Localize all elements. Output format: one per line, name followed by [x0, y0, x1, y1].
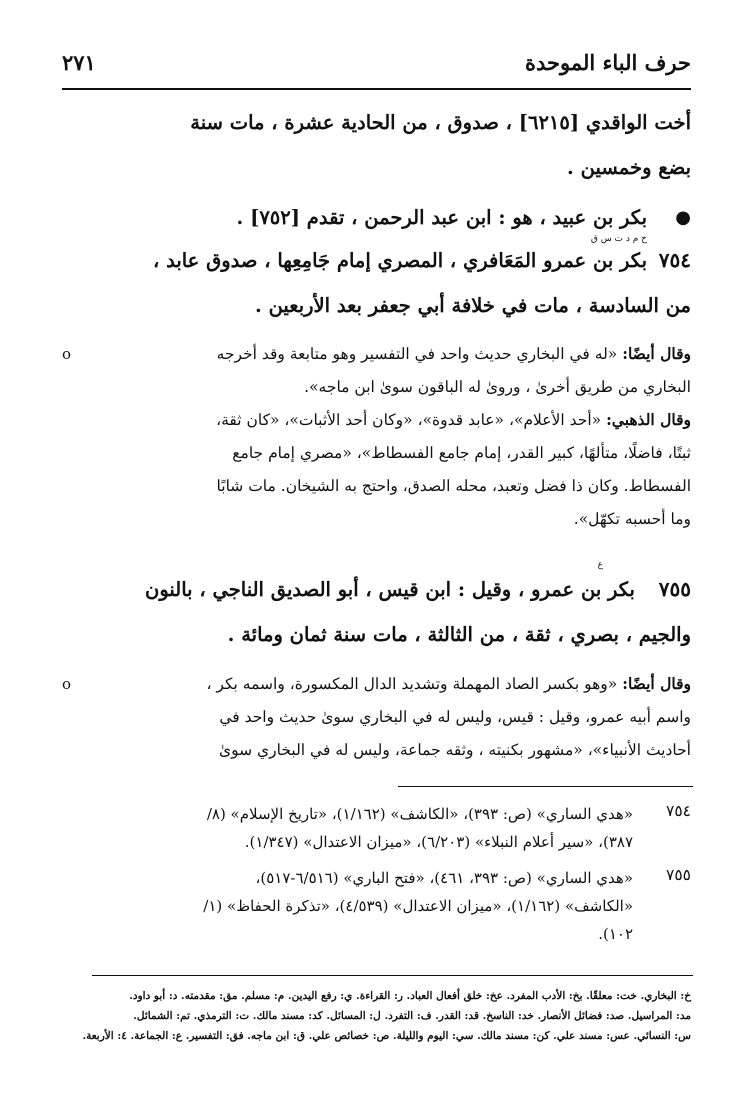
entry-heading: بكر بن عمرو ، وقيل : ابن قيس ، أبو الصديق الناجي ، بالنون [145, 578, 635, 601]
note-block [62, 403, 691, 536]
note-text: «له في البخاري حديث واحد في التفسير وهو متابعة وقد أخرجه [216, 345, 618, 363]
footnote-line: «الكاشف» (١/١٦٢)، «ميزان الاعتدال» (٤/٥٣٩)، «تذكرة الحفاظ» (١/ [203, 897, 633, 915]
entry-heading-cont: من السادسة ، مات في خلافة أبي جعفر بعد الأربعين . [255, 294, 691, 317]
footnote-divider [398, 786, 693, 787]
note-label: وقال الذهبي: [606, 410, 691, 429]
entry-heading: بكر بن عمرو المَعَافري ، المصري إمام جَامِعِها ، صدوق عابد ، [153, 249, 647, 272]
note-marker-icon: o [62, 675, 72, 693]
note-line: البخاري من طريق أخرىٰ ، وروىٰ له الباقون سوىٰ ابن ماجه». [304, 378, 691, 396]
note-line [62, 403, 691, 437]
note-text: «وهو بكسر الصاد المهملة وتشديد الدال المكسورة، واسمه بكر ، [206, 675, 618, 693]
note-label: وقال أيضًا: [622, 674, 691, 693]
text-line: أخت الواقدي [٦٢١٥] ، صدوق ، من الحادية عشرة ، مات سنة [190, 111, 691, 134]
entry-sigla: خ م د ت س ق [590, 234, 647, 244]
footnote-number: ٧٥٤ [666, 802, 691, 820]
abbreviations-line: س: النسائي. عس: مسند علي. كن: مسند مالك. سي: اليوم والليلة. ص: خصائص علي. ق: ابن ماجه. فق: التفسير. ع: الجماعة. ٤: الأربعة. [82, 1030, 691, 1042]
footnote-line: ٣٨٧)، «سير أعلام النبلاء» (٦/٢٠٣)، «ميزان الاعتدال» (١/٣٤٧). [244, 833, 633, 851]
footnote-line: ١٠٢). [598, 925, 633, 943]
note-line: واسم أبيه عمرو، وقيل : قيس، وليس له في البخاري سوىٰ حديث واحد في [219, 708, 691, 726]
note-label: وقال أيضًا: [622, 344, 691, 363]
note-marker-icon: o [62, 345, 72, 363]
bullet-icon: ● [675, 207, 691, 228]
abbreviations-key [82, 986, 691, 1046]
footnote-line: «هدي الساري» (ص: ٣٩٣، ٤٦١)، «فتح الباري» (٦/٥١٦-٥١٧)، [255, 869, 633, 887]
note-line: الفسطاط. وكان ذا فضل وتعبد، محله الصدق، واحتج به الشيخان. مات شابًا [216, 477, 691, 495]
entry-sigla: ع [597, 560, 603, 570]
footnote-number: ٧٥٥ [666, 866, 691, 884]
abbreviations-line: خ: البخاري. خت: معلقًا. بخ: الأدب المفرد. عخ: خلق أفعال العباد. ر: القراءة. ي: رفع اليدين. م: مسلم. مق: مقدمته. د: أبو داود. [129, 990, 691, 1002]
footnote [62, 800, 633, 856]
note-block [86, 337, 691, 404]
cross-reference: بكر بن عبيد ، هو : ابن عبد الرحمن ، تقدم [٧٥٢] . [236, 206, 647, 229]
page-title: حرف الباء الموحدة [524, 50, 691, 75]
note-line [86, 337, 691, 371]
entry-number: ٧٥٥ [658, 577, 691, 601]
note-line: أحاديث الأنبياء»، «مشهور بكنيته ، وثقه جماعة، وليس له في البخاري سوىٰ [219, 741, 691, 759]
note-line: ثبتًا، فاضلًا، متألهًا، كبير القدر، إمام جامع الفسطاط»، «مصري إمام جامع [232, 444, 691, 462]
entry-continuation [62, 100, 691, 190]
page-header [62, 48, 691, 82]
text-line: بضع وخمسين . [567, 156, 691, 179]
note-block [86, 667, 691, 767]
entry-number: ٧٥٤ [658, 248, 691, 272]
note-line: وما أحسبه تكهّل». [573, 510, 691, 528]
abbreviations-line: مد: المراسيل. صد: فضائل الأنصار. خد: الناسخ. قد: القدر. ف: التفرد. ل: المسائل. كد: مسند مالك. ت: الترمذي. تم: الشمائل. [133, 1010, 691, 1022]
page-number: ٢٧١ [62, 50, 96, 75]
note-line [86, 667, 691, 701]
footnote-line: «هدي الساري» (ص: ٣٩٣)، «الكاشف» (١/١٦٢)، «تاريخ الإسلام» (٨/ [206, 805, 633, 823]
header-divider [62, 88, 691, 90]
footnote [62, 864, 633, 948]
note-text: «أحد الأعلام»، «عابد قدوة»، «وكان أحد الأثبات»، «كان ثقة، [216, 411, 602, 429]
entry-heading-cont: والجيم ، بصري ، ثقة ، من الثالثة ، مات سنة ثمان ومائة . [227, 623, 691, 646]
abbreviations-divider [92, 975, 693, 976]
